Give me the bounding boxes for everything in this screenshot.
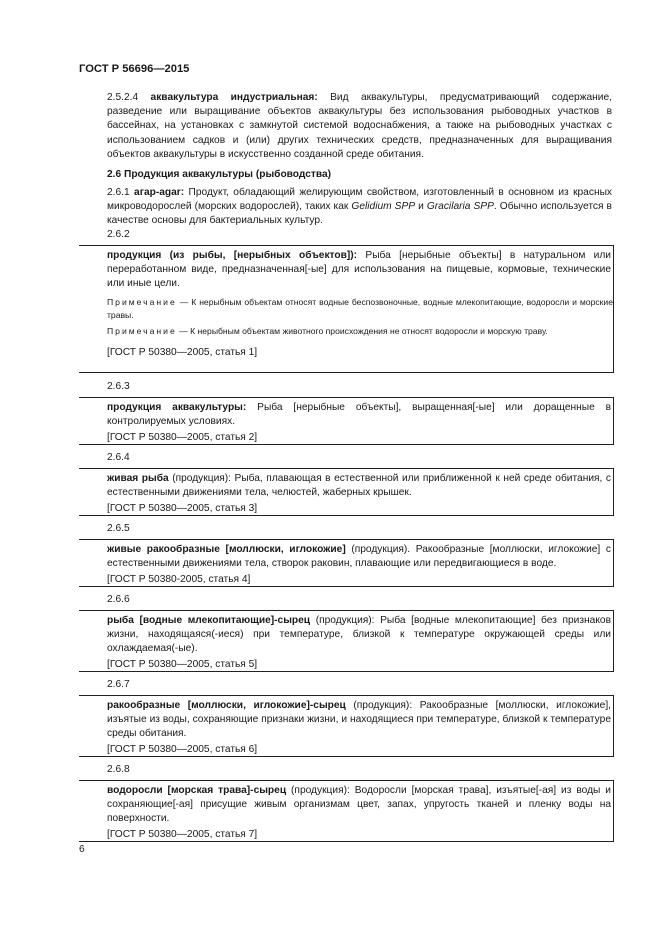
term: агар-agar:	[134, 187, 185, 198]
entry-number: 2.6.4	[107, 452, 130, 463]
definition-text: (продукция): Ракообразные [моллюски, иглокожие], изъятые из воды, сохраняющие признаки жизни, и находящиеся при температуре, близкой к температуре среды обитания.	[107, 700, 611, 739]
note	[79, 325, 613, 338]
definition-text: Вид аквакультуры, предусматривающий содержание, разведение или выращивание объектов аквакультуры без использования рыбоводных участков в бассейнах, на установках с замкнутой системой водоснабжения, а также на рыбоводных участках с использованием садков и (или) других технических средств, предназначенных для выращивания объектов аквакультуры в искусственно созданной среде обитания.	[107, 92, 612, 160]
species-name: Gracilaria SPP	[426, 201, 494, 213]
entry-box	[79, 397, 614, 445]
definition-text: Продукт, обладающий желирующим свойством, изготовленный в основном из красных микроводорослей (морских водорослей), таких как	[107, 187, 612, 213]
entry-box	[79, 780, 614, 842]
term: живая рыба	[107, 473, 169, 484]
entry-box	[79, 468, 614, 516]
entry-number: 2.6.5	[107, 523, 130, 534]
note-text: — К нерыбным объектам относят водные беспозвоночные, водные млекопитающие, водоросли и морские травы.	[107, 297, 613, 320]
term: продукция (из рыбы, [нерыбных объектов]):	[107, 250, 358, 261]
definition-text: (продукция): Рыба, плавающая в естественной или приближенной к ней среде обитания, с естественными движениями тела, челюстей, жаберных крышек.	[107, 473, 611, 498]
term: живые ракообразные [моллюски, иглокожие]	[107, 544, 346, 555]
reference: [ГОСТ Р 50380—2005, статья 5]	[107, 659, 258, 670]
conjunction: и	[418, 201, 424, 213]
entry-box	[79, 695, 614, 757]
species-name: Gelidium SPP	[351, 201, 416, 213]
section-heading: 2.6 Продукция аквакультуры (рыбоводства)	[107, 169, 332, 180]
section-number: 2.6.1	[107, 187, 130, 198]
definition-text: . Обычно используется в качестве основы для бактериальных культур.	[107, 201, 612, 227]
entry-box	[79, 245, 614, 373]
entry-box	[79, 539, 614, 587]
section-2-6-1	[79, 186, 612, 229]
entry-box	[79, 610, 614, 672]
definition-text: Рыба [нерыбные объекты], выращенная[-ые] или доращенные в контролируемых условиях.	[107, 402, 612, 427]
entry-number: 2.6.6	[107, 594, 130, 605]
section-2-6-heading	[79, 168, 612, 182]
term: рыба [водные млекопитающие]-сырец	[107, 615, 311, 626]
entry-number: 2.6.8	[107, 764, 130, 775]
term: водоросли [морская трава]-сырец	[107, 785, 287, 796]
definition-text: (продукция): Водоросли [морская трава], изъятые[-ая] из воды и сохраняющие[-ая] присущие живым организмам цвет, запах, упругость тканей и пленку воды на поверхности.	[107, 785, 611, 824]
reference: [ГОСТ Р 50380—2005, статья 3]	[107, 503, 258, 514]
entry-number: 2.6.7	[107, 679, 130, 690]
term: продукция аквакультуры:	[107, 402, 247, 413]
term: аквакультура индустриальная:	[150, 92, 318, 103]
section-number: 2.5.2.4	[107, 92, 139, 103]
definition-text: (продукция). Ракообразные [моллюски, иглокожие] с естественными движениями тела, створок раковин, плавающие или передвигающиеся в воде.	[107, 544, 611, 569]
document-header: ГОСТ Р 56696—2015	[79, 63, 190, 75]
reference: [ГОСТ Р 50380—2005, статья 6]	[107, 744, 258, 755]
reference: [ГОСТ Р 50380-2005, статья 4]	[107, 574, 251, 585]
section-2-5-2-4	[79, 91, 612, 162]
note	[79, 296, 613, 322]
entry-number: 2.6.3	[107, 381, 130, 392]
reference: [ГОСТ Р 50380—2005, статья 7]	[107, 829, 258, 840]
note-label: Примечание	[107, 297, 177, 307]
definition-text: Рыба [нерыбные объекты] в натуральном или переработанном виде, предназначенная[-ые] для использования на пищевые, кормовые, технические или иные цели.	[107, 250, 611, 289]
page-number: 6	[79, 844, 85, 855]
reference: [ГОСТ Р 50380—2005, статья 2]	[107, 432, 258, 443]
term: ракообразные [моллюски, иглокожие]-сырец	[107, 700, 346, 711]
note-text: — К нерыбным объектам животного происхождения не относят водоросли и морскую траву.	[179, 326, 548, 336]
entry-number: 2.6.2	[107, 229, 130, 240]
note-label: Примечание	[107, 326, 177, 336]
reference: [ГОСТ Р 50380—2005, статья 1]	[107, 347, 258, 358]
definition-text: (продукция): Рыба [водные млекопитающие] без признаков жизни, находящаяся(-иеся) при температуре, близкой к температуре окружающей среды или охлаждаемая(-ые).	[107, 615, 611, 654]
